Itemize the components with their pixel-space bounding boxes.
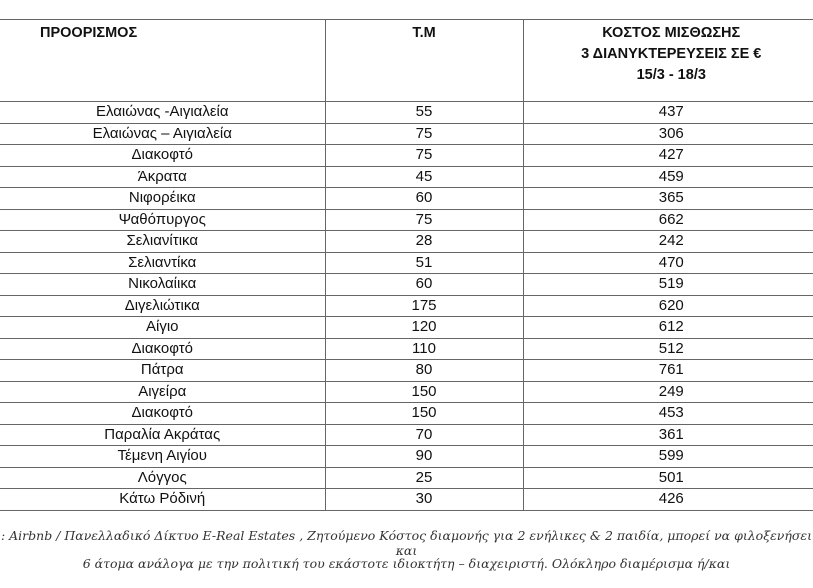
square-meters-cell: 60 — [325, 274, 523, 296]
square-meters-cell: 90 — [325, 446, 523, 468]
destination-cell: Κάτω Ρόδινή — [0, 489, 325, 511]
header-cost-line2: 3 ΔΙΑΝΥΚΤΕΡΕΥΣΕΙΣ ΣΕ € — [581, 46, 762, 62]
table-row — [0, 489, 813, 511]
destination-cell: Λόγγος — [0, 467, 325, 489]
table-row — [0, 360, 813, 382]
square-meters-cell: 70 — [325, 424, 523, 446]
destination-cell: Διακοφτό — [0, 338, 325, 360]
cost-cell: 761 — [523, 360, 813, 382]
cost-cell: 453 — [523, 403, 813, 425]
cost-cell: 612 — [523, 317, 813, 339]
table-row — [0, 403, 813, 425]
table-row — [0, 295, 813, 317]
destination-cell: Διακοφτό — [0, 145, 325, 167]
destination-cell: Σελιαντίκα — [0, 252, 325, 274]
destination-cell: Πάτρα — [0, 360, 325, 382]
rental-cost-table — [0, 19, 813, 511]
square-meters-cell: 45 — [325, 166, 523, 188]
table-row — [0, 252, 813, 274]
square-meters-cell: 75 — [325, 123, 523, 145]
destination-cell: Άκρατα — [0, 166, 325, 188]
square-meters-cell: 120 — [325, 317, 523, 339]
cost-cell: 519 — [523, 274, 813, 296]
table-row — [0, 188, 813, 210]
destination-cell: Νικολαίικα — [0, 274, 325, 296]
header-cost-line1: ΚΟΣΤΟΣ ΜΙΣΘΩΣΗΣ — [602, 25, 741, 41]
destination-cell: Διακοφτό — [0, 403, 325, 425]
square-meters-cell: 75 — [325, 209, 523, 231]
table-row — [0, 145, 813, 167]
square-meters-cell: 51 — [325, 252, 523, 274]
source-note-line1: : Airbnb / Πανελλαδικό Δίκτυο E-Real Estates , Ζητούμενο Κόστος διαμονής για 2 ενήλικες & 2 παιδία, μπορεί να φιλοξενήσει και — [0, 528, 813, 558]
square-meters-cell: 110 — [325, 338, 523, 360]
square-meters-cell: 175 — [325, 295, 523, 317]
header-destination: ΠΡΟΟΡΙΣΜΟΣ — [0, 20, 325, 102]
cost-cell: 599 — [523, 446, 813, 468]
destination-cell: Νιφορέικα — [0, 188, 325, 210]
destination-cell: Ψαθόπυργος — [0, 209, 325, 231]
destination-cell: Διγελιώτικα — [0, 295, 325, 317]
header-square-meters: Τ.Μ — [325, 20, 523, 102]
square-meters-cell: 28 — [325, 231, 523, 253]
cost-cell: 501 — [523, 467, 813, 489]
cost-cell: 470 — [523, 252, 813, 274]
square-meters-cell: 75 — [325, 145, 523, 167]
cost-cell: 662 — [523, 209, 813, 231]
table-row — [0, 123, 813, 145]
destination-cell: Ελαιώνας – Αιγιαλεία — [0, 123, 325, 145]
cost-cell: 512 — [523, 338, 813, 360]
cost-cell: 620 — [523, 295, 813, 317]
table-row — [0, 102, 813, 124]
destination-cell: Παραλία Ακράτας — [0, 424, 325, 446]
table-row — [0, 231, 813, 253]
destination-cell: Τέμενη Αιγίου — [0, 446, 325, 468]
cost-cell: 365 — [523, 188, 813, 210]
table-row — [0, 424, 813, 446]
table-row — [0, 274, 813, 296]
source-note-line2: 6 άτομα ανάλογα με την πολιτική του εκάστοτε ιδιοκτήτη – διαχειριστή. Ολόκληρο διαμέρισμα ή/και — [82, 556, 731, 571]
cost-cell: 242 — [523, 231, 813, 253]
square-meters-cell: 60 — [325, 188, 523, 210]
table-row — [0, 166, 813, 188]
square-meters-cell: 55 — [325, 102, 523, 124]
header-cost-line3: 15/3 - 18/3 — [636, 67, 706, 83]
cost-cell: 249 — [523, 381, 813, 403]
cost-cell: 426 — [523, 489, 813, 511]
table-row — [0, 317, 813, 339]
table-row — [0, 467, 813, 489]
cost-cell: 427 — [523, 145, 813, 167]
destination-cell: Αίγιο — [0, 317, 325, 339]
header-rental-cost — [523, 20, 813, 102]
table-row — [0, 338, 813, 360]
cost-cell: 459 — [523, 166, 813, 188]
square-meters-cell: 80 — [325, 360, 523, 382]
table-row — [0, 446, 813, 468]
square-meters-cell: 25 — [325, 467, 523, 489]
table-row — [0, 381, 813, 403]
table-header-row — [0, 20, 813, 102]
cost-cell: 306 — [523, 123, 813, 145]
square-meters-cell: 30 — [325, 489, 523, 511]
destination-cell: Αιγείρα — [0, 381, 325, 403]
destination-cell: Ελαιώνας -Αιγιαλεία — [0, 102, 325, 124]
destination-cell: Σελιανίτικα — [0, 231, 325, 253]
table-row — [0, 209, 813, 231]
cost-cell: 361 — [523, 424, 813, 446]
square-meters-cell: 150 — [325, 381, 523, 403]
cost-cell: 437 — [523, 102, 813, 124]
square-meters-cell: 150 — [325, 403, 523, 425]
